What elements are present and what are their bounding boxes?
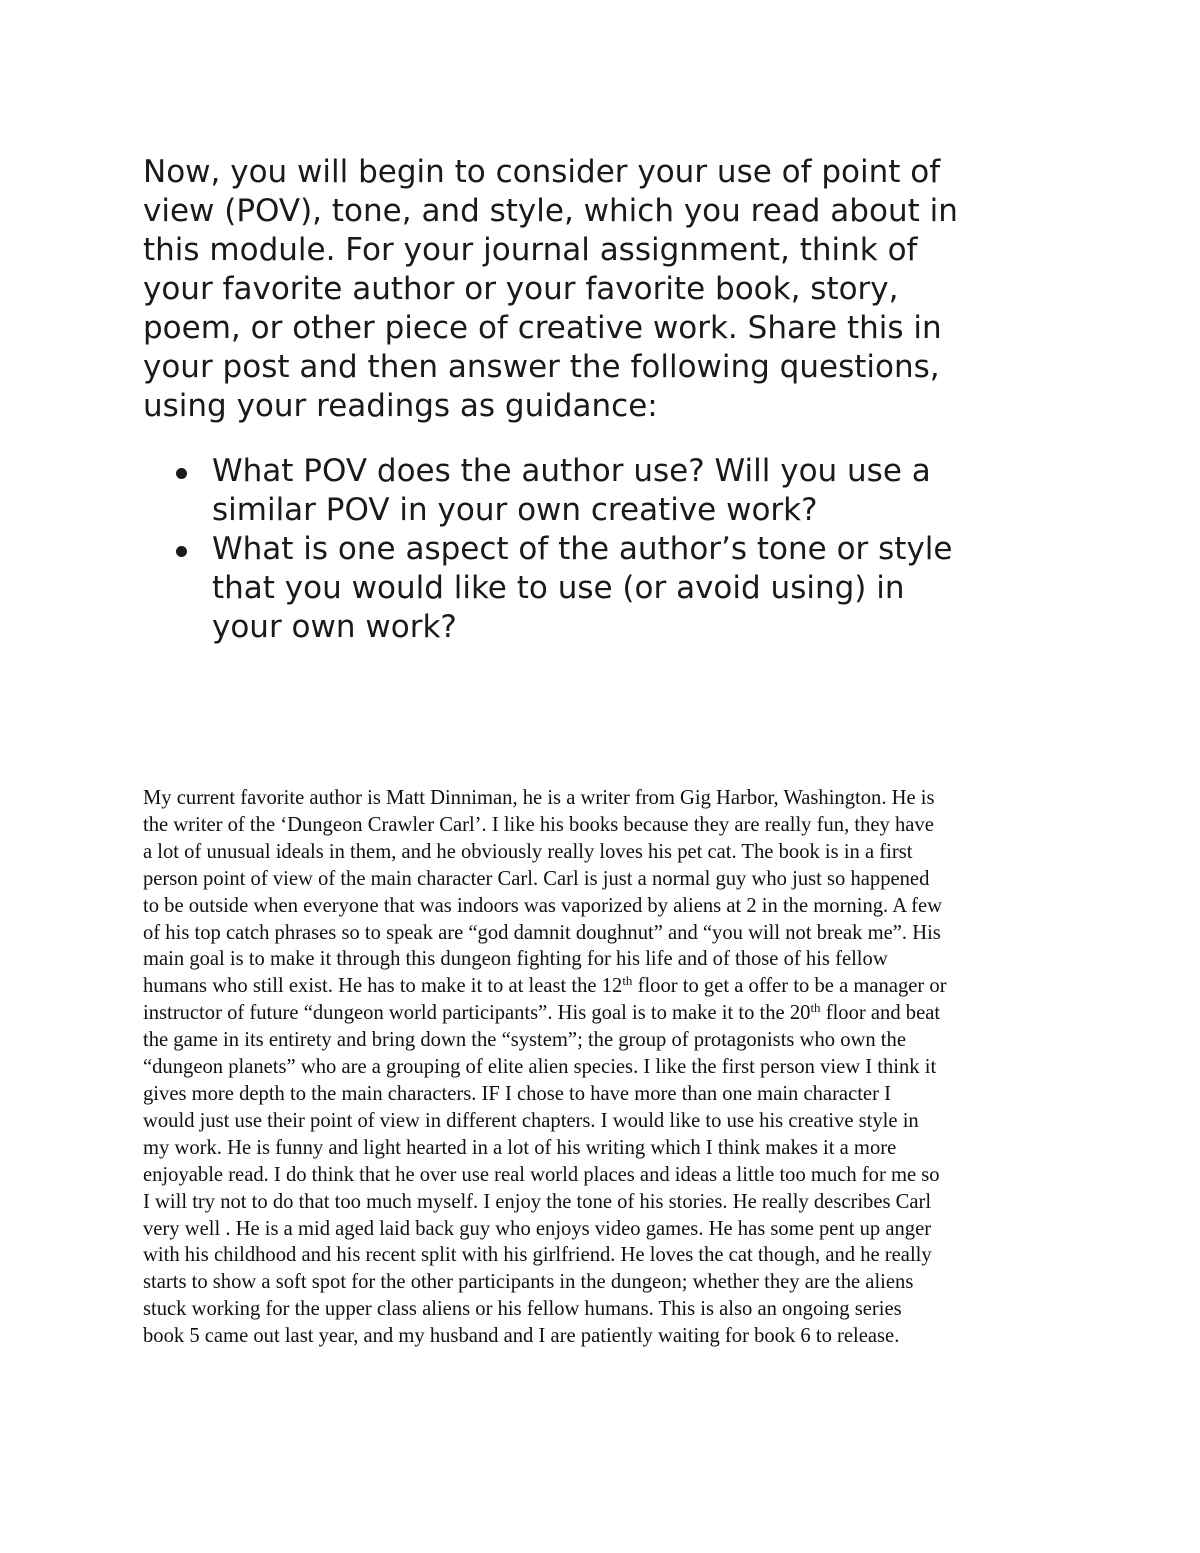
response-line: of his top catch phrases so to speak are “god damnit doughnut” and “you will not break me”. His (143, 921, 941, 944)
response-line: with his childhood and his recent split with his girlfriend. He loves the cat though, and he really (143, 1244, 932, 1267)
question-line: that you would like to use (or avoid using) in (212, 570, 905, 606)
response-line: a lot of unusual ideals in them, and he obviously really loves his pet cat. The book is in a first (143, 840, 913, 863)
response-line (143, 1000, 1068, 1027)
prompt-line: using your readings as guidance: (143, 388, 658, 424)
prompt-line: your favorite author or your favorite book, story, (143, 271, 899, 307)
response-line: stuck working for the upper class aliens or his fellow humans. This is also an ongoing series (143, 1298, 902, 1321)
prompt-line: view (POV), tone, and style, which you read about in (143, 193, 958, 229)
prompt-line: this module. For your journal assignment, think of (143, 232, 918, 268)
response-line: the game in its entirety and bring down the “system”; the group of protagonists who own the (143, 1029, 906, 1052)
prompt-line: your post and then answer the following questions, (143, 349, 940, 385)
response-line: to be outside when everyone that was indoors was vaporized by aliens at 2 in the morning. A few (143, 894, 942, 917)
assignment-prompt (143, 153, 1078, 426)
response-line: gives more depth to the main characters. IF I chose to have more than one main character I (143, 1082, 891, 1105)
response-line: very well . He is a mid aged laid back guy who enjoys video games. He has some pent up anger (143, 1217, 932, 1240)
question-item (143, 452, 1078, 530)
prompt-line: Now, you will begin to consider your use of point of (143, 154, 941, 190)
response-line (143, 973, 1068, 1000)
response-line: I will try not to do that too much myself. I enjoy the tone of his stories. He really describes Carl (143, 1190, 932, 1213)
prompt-line: poem, or other piece of creative work. Share this in (143, 310, 942, 346)
question-line: What is one aspect of the author’s tone or style (212, 531, 953, 567)
response-line: starts to show a soft spot for the other participants in the dungeon; whether they are the aliens (143, 1271, 914, 1294)
response-text: floor to get a offer to be a manager or (632, 975, 947, 998)
response-line: would just use their point of view in different chapters. I would like to use his creative style in (143, 1109, 919, 1132)
response-line: My current favorite author is Matt Dinniman, he is a writer from Gig Harbor, Washington. He is (143, 787, 935, 809)
ordinal-superscript: th (622, 973, 633, 989)
response-line: the writer of the ‘Dungeon Crawler Carl’. I like his books because they are really fun, they have (143, 813, 934, 836)
response-text: instructor of future “dungeon world participants”. His goal is to make it to the 20 (143, 1002, 811, 1025)
response-line: enjoyable read. I do think that he over use real world places and ideas a little too much for me so (143, 1163, 940, 1186)
question-line: What POV does the author use? Will you use a (212, 453, 931, 489)
response-line: “dungeon planets” who are a grouping of elite alien species. I like the first person view I think it (143, 1056, 937, 1079)
question-item (143, 530, 1078, 647)
response-text: floor and beat (820, 1002, 941, 1025)
bullet-icon (176, 468, 187, 479)
ordinal-superscript: th (810, 1000, 821, 1016)
journal-response (143, 785, 1068, 1350)
response-text: humans who still exist. He has to make it to at least the 12 (143, 975, 623, 998)
response-line: book 5 came out last year, and my husband and I are patiently waiting for book 6 to release. (143, 1325, 900, 1348)
question-line: similar POV in your own creative work? (212, 492, 818, 528)
question-line: your own work? (212, 609, 457, 645)
response-line: my work. He is funny and light hearted in a lot of his writing which I think makes it a more (143, 1136, 897, 1159)
bullet-icon (176, 546, 187, 557)
response-line: person point of view of the main character Carl. Carl is just a normal guy who just so happened (143, 867, 930, 890)
response-line: main goal is to make it through this dungeon fighting for his life and of those of his fellow (143, 948, 888, 971)
question-list (143, 452, 1078, 647)
